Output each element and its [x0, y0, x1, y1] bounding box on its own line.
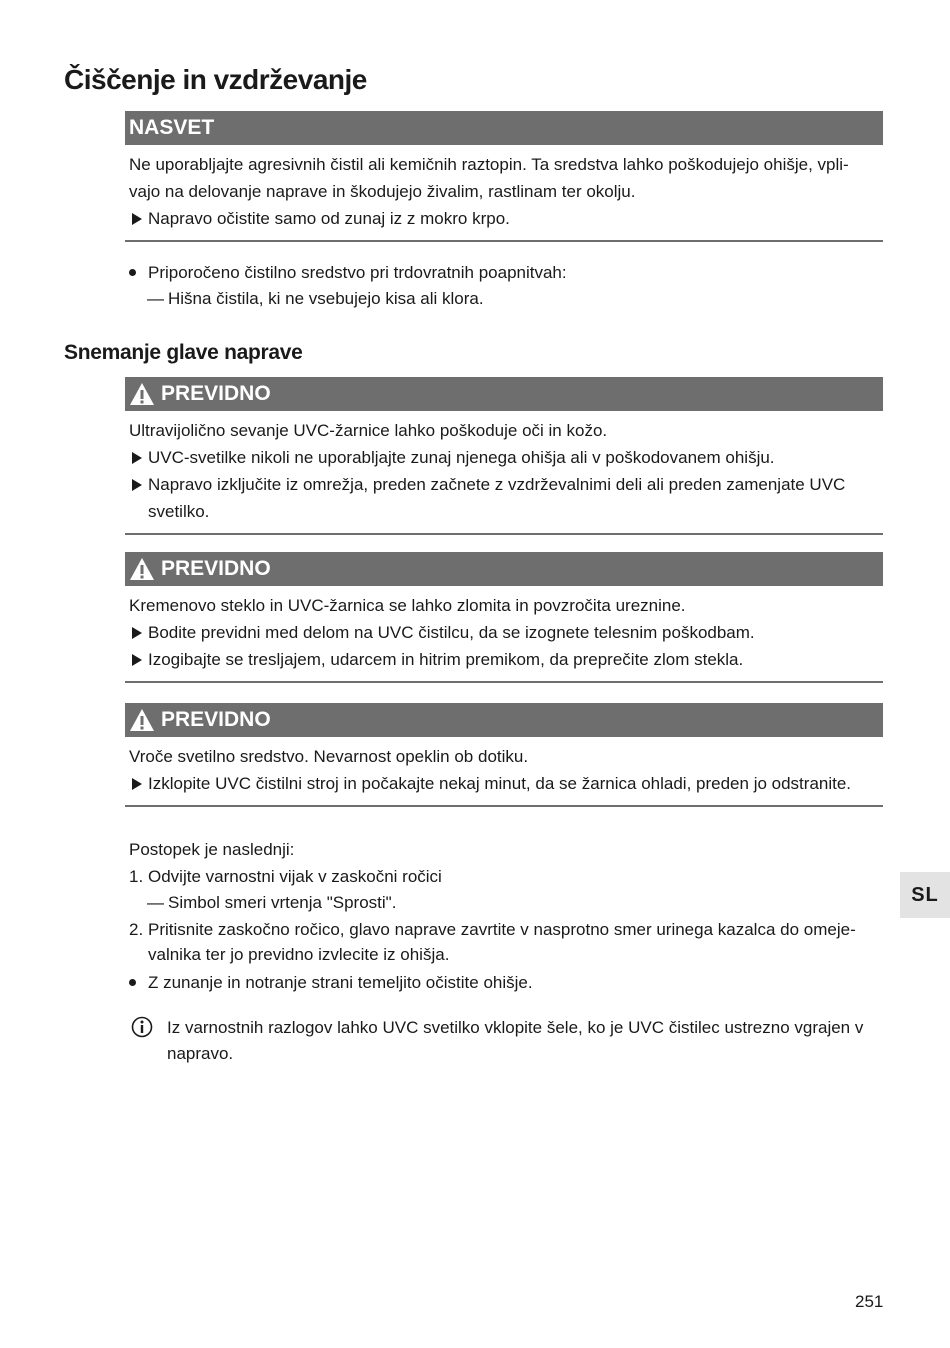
procedure-bullet: Z zunanje in notranje strani temeljito očistite ohišje.	[148, 973, 533, 992]
warning-icon	[129, 382, 155, 406]
caution-box-2	[125, 552, 883, 683]
caution-heading-1: PREVIDNO	[161, 382, 271, 405]
procedure-intro: Postopek je naslednji:	[129, 840, 295, 859]
caution-3-action-1: Izklopite UVC čistilni stroj in počakajte nekaj minut, da se žarnica ohladi, preden jo odstranite.	[129, 770, 883, 797]
step-number-1: 1.	[129, 867, 144, 886]
dash-icon: —	[147, 289, 164, 308]
step-2-line-2: valnika ter jo previdno izvlecite iz ohišja.	[148, 945, 450, 964]
notice-text-line-2: vajo na delovanje naprave in škodujejo živalim, rastlinam ter okolju.	[129, 182, 636, 201]
caution-1-action-2: Napravo izključite iz omrežja, preden začnete z vzdrževalnimi deli ali preden zamenjate UVC	[129, 471, 883, 498]
caution-2-action-1: Bodite previdni med delom na UVC čistilcu, da se izognete telesnim poškodbam.	[129, 619, 883, 646]
note-line-2: napravo.	[167, 1044, 234, 1063]
caution-1-text: Ultravijolično sevanje UVC-žarnice lahko poškoduje oči in kožo.	[129, 421, 608, 440]
caution-1-action-2-cont: svetilko.	[148, 502, 210, 521]
notice-action: Napravo očistite samo od zunaj iz z mokro krpo.	[129, 205, 883, 232]
caution-2-text: Kremenovo steklo in UVC-žarnica se lahko zlomita in povzročita ureznine.	[129, 596, 686, 615]
warning-icon	[129, 557, 155, 581]
page-title: Čiščenje in vzdrževanje	[64, 64, 367, 95]
caution-2-action-2: Izogibajte se tresljajem, udarcem in hitrim premikom, da preprečite zlom stekla.	[129, 646, 883, 673]
step-1-sub: Simbol smeri vrtenja "Sprosti".	[168, 893, 397, 912]
caution-box-3	[125, 703, 883, 807]
recommend-bullet: Priporočeno čistilno sredstvo pri trdovratnih poapnitvah:	[148, 263, 567, 282]
warning-icon	[129, 708, 155, 732]
caution-box-1	[125, 377, 883, 535]
dash-icon: —	[147, 893, 164, 912]
caution-heading-3: PREVIDNO	[161, 708, 271, 731]
language-tab: SL	[900, 872, 950, 918]
step-number-2: 2.	[129, 920, 144, 939]
notice-box	[125, 111, 883, 242]
caution-3-text: Vroče svetilno sredstvo. Nevarnost opeklin ob dotiku.	[129, 747, 529, 766]
caution-heading-2: PREVIDNO	[161, 557, 271, 580]
notice-heading: NASVET	[125, 111, 883, 145]
info-icon	[131, 1016, 153, 1038]
section-subtitle: Snemanje glave naprave	[64, 341, 303, 364]
caution-1-action-1: UVC-svetilke nikoli ne uporabljajte zunaj njenega ohišja ali v poškodovanem ohišju.	[129, 444, 883, 471]
bullet-icon	[129, 269, 136, 276]
bullet-icon	[129, 979, 136, 986]
step-1: Odvijte varnostni vijak v zaskočni ročici	[148, 867, 442, 886]
recommend-sub: Hišna čistila, ki ne vsebujejo kisa ali klora.	[168, 289, 484, 308]
page-number: 251	[855, 1292, 884, 1311]
notice-text-line-1: Ne uporabljajte agresivnih čistil ali kemičnih raztopin. Ta sredstva lahko poškodujejo ohišje, vpli-	[129, 155, 849, 174]
note-line-1: Iz varnostnih razlogov lahko UVC svetilko vklopite šele, ko je UVC čistilec ustrezno vgrajen v	[167, 1018, 864, 1037]
step-2-line-1: Pritisnite zaskočno ročico, glavo naprave zavrtite v nasprotno smer urinega kazalca do omeje-	[148, 920, 856, 939]
